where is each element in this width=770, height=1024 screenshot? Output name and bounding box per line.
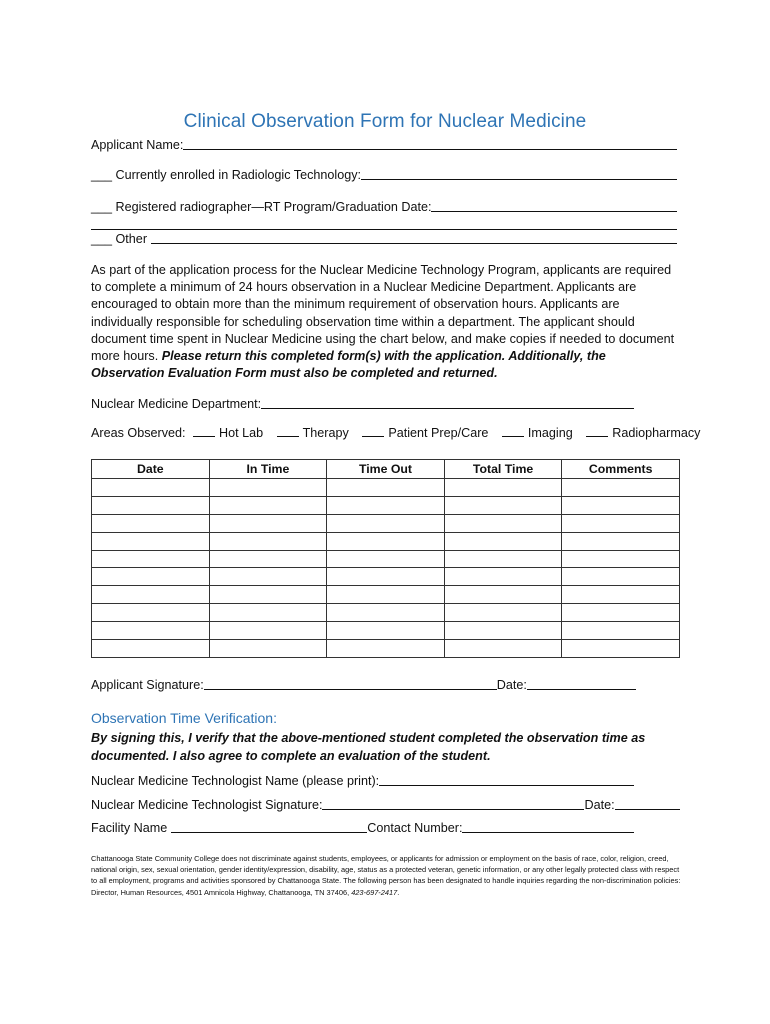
facility-input[interactable] [171,820,367,833]
non-discrimination-footer [91,853,681,898]
area-patient-prep[interactable] [362,426,488,440]
table-cell[interactable] [562,532,680,550]
table-cell[interactable] [562,622,680,640]
area-therapy-label: Therapy [302,426,349,440]
enrolled-input[interactable] [361,167,677,180]
area-therapy[interactable] [277,426,349,440]
table-cell[interactable] [92,532,210,550]
tech-name-input[interactable] [379,773,634,786]
table-row [92,514,680,532]
header-comments: Comments [562,460,680,479]
extra-line-row [91,217,677,232]
area-hot-lab-label: Hot Lab [219,426,264,440]
header-date: Date [92,460,210,479]
table-cell[interactable] [444,568,562,586]
applicant-name-label: Applicant Name: [91,138,184,152]
table-cell[interactable] [92,514,210,532]
graduation-date-input[interactable] [431,199,677,212]
table-cell[interactable] [209,514,327,532]
area-imaging-label: Imaging [527,426,573,440]
applicant-name-input[interactable] [183,137,677,150]
table-cell[interactable] [92,550,210,568]
observation-table [91,459,680,658]
table-cell[interactable] [209,479,327,497]
table-cell[interactable] [209,604,327,622]
table-cell[interactable] [209,586,327,604]
applicant-signature-input[interactable] [204,677,497,690]
table-cell[interactable] [209,496,327,514]
department-input[interactable] [261,396,634,409]
area-hot-lab[interactable] [193,426,263,440]
table-cell[interactable] [444,640,562,658]
applicant-date-label: Date: [496,678,527,692]
header-in-time: In Time [209,460,327,479]
table-cell[interactable] [327,514,445,532]
table-cell[interactable] [209,532,327,550]
table-cell[interactable] [444,586,562,604]
table-cell[interactable] [209,622,327,640]
footer-text: Chattanooga State Community College does not discriminate against students, employees, or applicants for admission or employment on the basis of race, color, religion, creed, national origin, sex, sexual orientation, gender identity/expression, disability, age, status as a protected veteran, genetic information, or any other legally protected class with respect to all employment, programs and activities sponsored by Chattanooga State. The following person has been designated to handle inquiries regarding the non-discrimination policies: Director, Human Resources, 4501 Amnicola Highway, Chattanooga, TN 37406, [91,854,681,897]
table-cell[interactable] [327,550,445,568]
tech-date-label: Date: [584,798,615,812]
facility-row [91,820,634,835]
contact-input[interactable] [462,820,634,833]
table-cell[interactable] [444,496,562,514]
table-cell[interactable] [562,568,680,586]
applicant-signature-label: Applicant Signature: [91,678,204,692]
header-total-time: Total Time [444,460,562,479]
table-cell[interactable] [562,550,680,568]
intro-emphasis: Please return this completed form(s) with the application. Additionally, the Observation Evaluation Form must also be completed and returned. [91,349,606,381]
facility-label: Facility Name [91,821,168,835]
table-cell[interactable] [92,586,210,604]
table-cell[interactable] [92,640,210,658]
table-cell[interactable] [562,479,680,497]
table-cell[interactable] [209,568,327,586]
other-input[interactable] [151,231,677,244]
table-cell[interactable] [92,496,210,514]
registered-extra-input[interactable] [91,217,677,230]
department-row [91,396,634,411]
table-cell[interactable] [562,586,680,604]
table-row [92,496,680,514]
table-cell[interactable] [327,604,445,622]
table-row [92,568,680,586]
applicant-signature-row [91,677,636,692]
table-row [92,479,680,497]
table-cell[interactable] [444,604,562,622]
table-cell[interactable] [444,479,562,497]
table-row [92,622,680,640]
table-cell[interactable] [327,640,445,658]
table-cell[interactable] [327,622,445,640]
registered-row [91,199,677,214]
area-patient-prep-label: Patient Prep/Care [388,426,489,440]
table-cell[interactable] [327,496,445,514]
table-cell[interactable] [209,640,327,658]
table-cell[interactable] [209,550,327,568]
table-cell[interactable] [562,496,680,514]
table-row [92,532,680,550]
table-row [92,550,680,568]
area-radiopharmacy-label: Radiopharmacy [612,426,701,440]
table-header-row [92,460,680,479]
area-radiopharmacy[interactable] [586,426,700,440]
table-cell[interactable] [327,568,445,586]
footer-phone: 423-697-2417 [351,887,398,897]
other-label: ___ Other [91,232,148,246]
table-cell[interactable] [92,604,210,622]
intro-text: As part of the application process for the Nuclear Medicine Technology Program, applicants are required to complete a minimum of 24 hours observation in a Nuclear Medicine Department. Applicants are encouraged to obtain more than the minimum requirement of observation hours. Applicants are individually responsible for scheduling observation time within a department. The applicant should document time spent in Nuclear Medicine using the chart below, and make copies if needed to document more hours. [91,263,675,364]
tech-signature-input[interactable] [322,797,584,810]
tech-name-label: Nuclear Medicine Technologist Name (please print): [91,774,380,788]
tech-date-input[interactable] [615,797,680,810]
table-row [92,640,680,658]
enrolled-row [91,167,677,182]
table-cell[interactable] [327,479,445,497]
enrolled-label: ___ Currently enrolled in Radiologic Technology: [91,168,361,182]
header-time-out: Time Out [327,460,445,479]
table-cell[interactable] [562,604,680,622]
applicant-name-row [91,137,677,152]
footer-end: . [397,887,400,897]
contact-label: Contact Number: [367,821,463,835]
other-row [91,231,677,246]
table-cell[interactable] [327,586,445,604]
page-title: Clinical Observation Form for Nuclear Medicine [183,111,587,132]
table-cell[interactable] [562,514,680,532]
areas-label: Areas Observed: [91,426,186,440]
table-cell[interactable] [444,550,562,568]
table-row [92,604,680,622]
department-label: Nuclear Medicine Department: [91,397,262,411]
table-cell[interactable] [92,568,210,586]
applicant-date-input[interactable] [527,677,636,690]
table-row [92,586,680,604]
table-cell[interactable] [92,479,210,497]
table-cell[interactable] [562,640,680,658]
tech-name-row [91,773,634,788]
registered-label: ___ Registered radiographer—RT Program/Graduation Date: [91,200,432,214]
table-cell[interactable] [444,514,562,532]
table-cell[interactable] [92,622,210,640]
table-cell[interactable] [444,532,562,550]
areas-observed-row [91,426,701,440]
area-imaging[interactable] [502,426,573,440]
tech-signature-label: Nuclear Medicine Technologist Signature: [91,798,323,812]
verification-heading: Observation Time Verification: [91,710,277,726]
intro-paragraph [91,262,681,382]
table-cell[interactable] [444,622,562,640]
verification-statement: By signing this, I verify that the above-mentioned student completed the observation time as documented. I also agree to complete an evaluation of the student. [91,731,646,763]
tech-signature-row [91,797,680,812]
table-cell[interactable] [327,532,445,550]
